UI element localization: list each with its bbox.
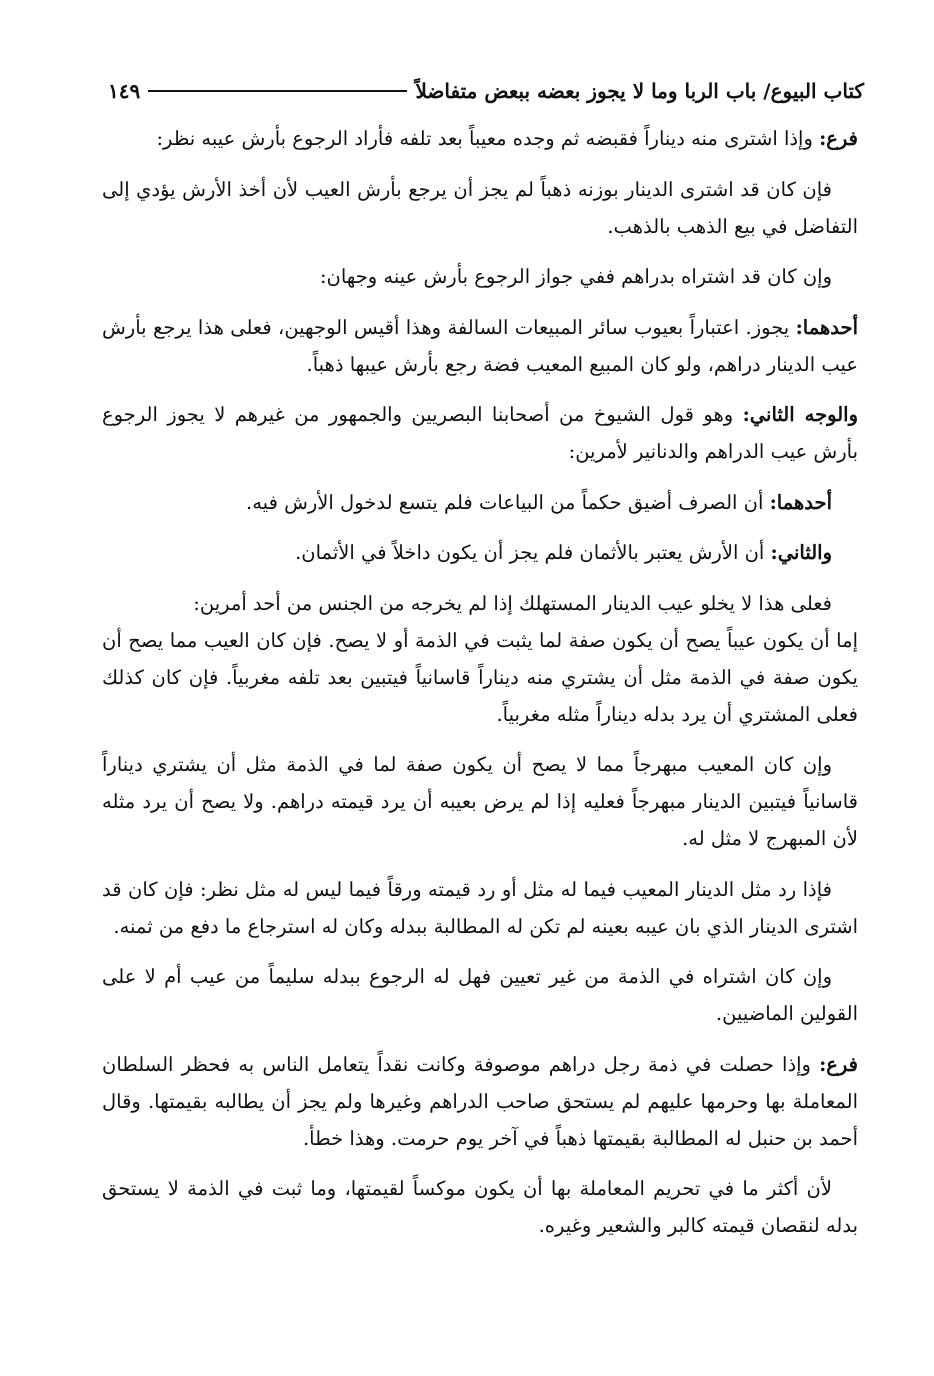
paragraph-text: وإن كان قد اشتراه بدراهم ففي جواز الرجوع بأرش عينه وجهان:	[319, 265, 832, 288]
paragraph-label: فرع:	[819, 1052, 858, 1076]
paragraph-text: فإن كان قد اشترى الدينار بوزنه ذهباً لم يجز أن يرجع بأرش العيب لأن أخذ الأرش يؤدي إلى التفاضل في بيع الذهب بالذهب.	[102, 177, 858, 238]
paragraph	[102, 171, 858, 245]
paragraph-text: وهو قول الشيوخ من أصحابنا البصريين والجمهور من غيرهم لا يجوز الرجوع بأرش عيب الدراهم والدنانير لأمرين:	[102, 403, 858, 463]
paragraph	[102, 871, 858, 945]
page-number: ١٤٩	[108, 79, 141, 103]
paragraph	[102, 309, 858, 383]
paragraph-text: وإن كان المعيب مبهرجاً مما لا يصح أن يكون صفة لما في الذمة مثل أن يشتري ديناراً قاسانياً فيتبين الدينار مبهرجاً فعليه إذا لم يرض بعيبه أن يرد قيمته دراهم. ولا يصح أن يرد مثله لأن المبهرج لا مثل له.	[102, 753, 858, 850]
paragraph	[102, 396, 858, 470]
paragraph	[102, 746, 858, 857]
paragraph	[102, 1046, 858, 1157]
paragraph	[102, 622, 858, 733]
paragraph-label: والثاني:	[770, 541, 832, 564]
paragraph	[102, 484, 858, 521]
paragraph-text: أن الأرش يعتبر بالأثمان فلم يجز أن يكون داخلاً في الأثمان.	[295, 541, 771, 564]
header-rule	[148, 90, 407, 92]
paragraph	[102, 258, 858, 295]
paragraph	[102, 1170, 858, 1244]
paragraph-text: إما أن يكون عيباً يصح أن يكون صفة لما يثبت في الذمة أو لا يصح. فإن كان العيب مما يصح أن يكون صفة في الذمة مثل أن يشتري منه ديناراً قاسانياً فيتبين بعد تلفه مغربياً. فإن كان كذلك فعلى المشتري أن يرد بدله ديناراً مثله مغربياً.	[102, 628, 858, 726]
paragraph-label: أحدهما:	[795, 315, 858, 339]
paragraph-label: والوجه الثاني:	[742, 403, 858, 426]
paragraph	[102, 120, 858, 157]
paragraph-label: أحدهما:	[769, 490, 832, 514]
page-header	[108, 74, 864, 108]
paragraph-text: فإذا رد مثل الدينار المعيب فيما له مثل أو رد قيمته ورقاً فيما ليس له مثل نظر: فإن كان قد اشترى الدينار الذي بان عيبه بعينه لم تكن له المطالبة ببدله وكان له استرجاع ما دفع من ثمنه.	[102, 877, 858, 938]
paragraph-text: وإذا اشترى منه ديناراً فقبضه ثم وجده معيباً بعد تلفه فأراد الرجوع بأرش عيبه نظر:	[156, 127, 820, 150]
paragraph	[102, 958, 858, 1032]
page-body	[102, 120, 858, 1336]
paragraph-text: فعلى هذا لا يخلو عيب الدينار المستهلك إذا لم يخرجه من الجنس من أحد أمرين:	[193, 591, 832, 615]
paragraph-text: وإن كان اشتراه في الذمة من غير تعيين فهل له الرجوع ببدله سليماً من عيب أم لا على القولين الماضيين.	[102, 965, 858, 1025]
running-title: كتاب البيوع/ باب الربا وما لا يجوز بعضه ببعض متفاضلاً	[415, 79, 864, 103]
paragraph-text: لأن أكثر ما في تحريم المعاملة بها أن يكون موكساً لقيمتها، وما ثبت في الذمة لا يستحق بدله لنقصان قيمته كالبر والشعير وغيره.	[102, 1177, 858, 1237]
paragraph-text: أن الصرف أضيق حكماً من البياعات فلم يتسع لدخول الأرش فيه.	[246, 490, 770, 514]
paragraph	[102, 585, 858, 622]
paragraph-text: يجوز. اعتباراً بعيوب سائر المبيعات السالفة وهذا أقيس الوجهين، فعلى هذا يرجع بأرش عيب الدينار دراهم، ولو كان المبيع المعيب فضة رجع بأرش عيبها ذهباً.	[102, 315, 858, 376]
paragraph-label: فرع:	[819, 127, 858, 150]
paragraph	[102, 534, 858, 571]
paragraph-text: وإذا حصلت في ذمة رجل دراهم موصوفة وكانت نقداً يتعامل الناس به فحظر السلطان المعاملة بها وحرمها عليهم لم يستحق صاحب الدراهم وغيرها ولم يجز أن يطالبه بقيمتها. وقال أحمد بن حنبل له المطالبة بقيمتها ذهباً في آخر يوم حرمت. وهذا خطأ.	[102, 1052, 858, 1150]
